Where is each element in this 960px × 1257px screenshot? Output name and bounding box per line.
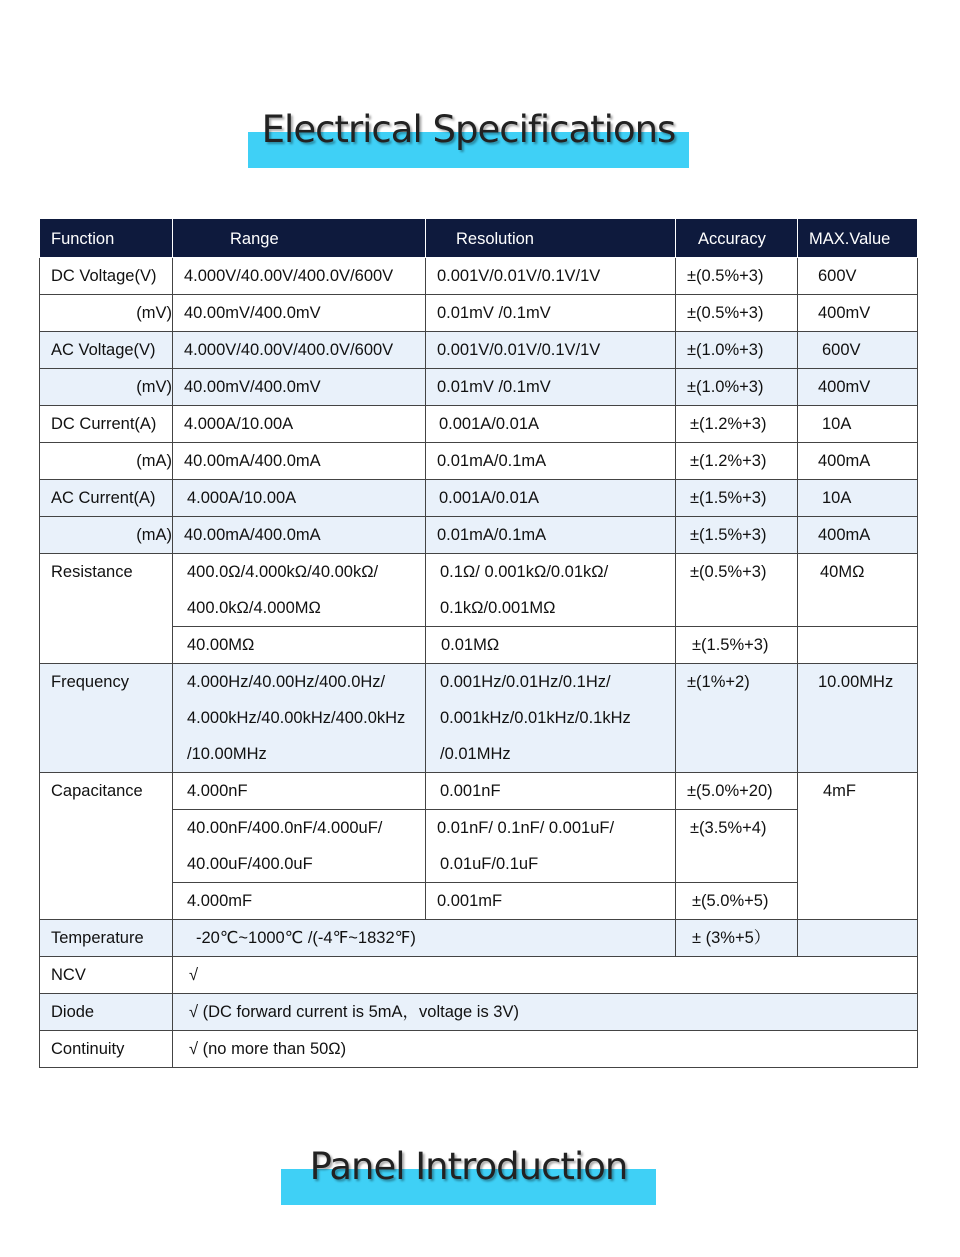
max-value-cell: 400mV: [798, 295, 918, 332]
electrical-specifications-heading: [248, 108, 689, 168]
table-row: [40, 295, 918, 332]
range-cell: 4.000A/10.00A: [173, 480, 426, 517]
range-cell: [173, 664, 426, 773]
range-cell: 4.000V/40.00V/400.0V/600V: [173, 332, 426, 369]
spec-table: [39, 218, 918, 1068]
unit-cell: (mV): [40, 369, 173, 406]
range-line: 40.00uF/400.0uF: [187, 855, 313, 873]
range-line: 4.000kHz/40.00kHz/400.0kHz: [187, 709, 406, 727]
header-function: Function: [40, 219, 173, 258]
accuracy-cell: ±(0.5%+3): [676, 258, 798, 295]
table-row: [40, 664, 918, 773]
table-row: [40, 443, 918, 480]
resolution-cell: 0.001nF: [426, 773, 676, 810]
max-value-cell: 4mF: [798, 773, 918, 920]
panel-introduction-heading: [281, 1145, 656, 1205]
table-row: [40, 369, 918, 406]
resolution-cell: 0.001V/0.01V/0.1V/1V: [426, 332, 676, 369]
max-value-cell: 600V: [798, 258, 918, 295]
header-accuracy: Accuracy: [676, 219, 798, 258]
range-cell: [173, 554, 426, 627]
table-row: [40, 920, 918, 957]
accuracy-cell: ±(1.5%+3): [676, 480, 798, 517]
function-cell: Capacitance: [40, 773, 173, 920]
max-value-cell: 400mA: [798, 443, 918, 480]
accuracy-cell: ± (3%+5）: [676, 920, 798, 957]
max-value-cell: 600V: [798, 332, 918, 369]
table-row: [40, 258, 918, 295]
table-row: [40, 332, 918, 369]
accuracy-cell: ±(5.0%+5): [676, 883, 798, 920]
resolution-line: 0.1Ω/ 0.001kΩ/0.01kΩ/: [440, 563, 609, 581]
resolution-cell: [426, 554, 676, 627]
function-cell: DC Voltage(V): [40, 258, 173, 295]
range-line: 400.0Ω/4.000kΩ/40.00kΩ/: [187, 563, 379, 581]
max-value-cell: [798, 627, 918, 664]
resolution-cell: 0.01mV /0.1mV: [426, 369, 676, 406]
resolution-cell: 0.001A/0.01A: [426, 406, 676, 443]
max-value-cell: 10A: [798, 406, 918, 443]
resolution-line: 0.1kΩ/0.001MΩ: [440, 599, 556, 617]
heading-text: Electrical Specifications: [261, 108, 676, 151]
resolution-line: 0.001Hz/0.01Hz/0.1Hz/: [440, 673, 611, 691]
accuracy-cell: ±(1%+2): [676, 664, 798, 773]
max-value-cell: 10A: [798, 480, 918, 517]
range-cell: -20℃~1000℃ /(-4℉~1832℉): [173, 920, 676, 957]
resolution-cell: 0.01MΩ: [426, 627, 676, 664]
max-value-cell: 400mA: [798, 517, 918, 554]
function-cell: Diode: [40, 994, 173, 1031]
resolution-line: 0.001kHz/0.01kHz/0.1kHz: [440, 709, 631, 727]
accuracy-cell: ±(1.5%+3): [676, 517, 798, 554]
range-line: 40.00nF/400.0nF/4.000uF/: [187, 819, 383, 837]
accuracy-cell: ±(1.5%+3): [676, 627, 798, 664]
table-row: [40, 554, 918, 627]
header-range: Range: [173, 219, 426, 258]
range-cell: 40.00MΩ: [173, 627, 426, 664]
table-row: [40, 517, 918, 554]
max-value-cell: 400mV: [798, 369, 918, 406]
range-line: 4.000Hz/40.00Hz/400.0Hz/: [187, 673, 386, 691]
heading-text: Panel Introduction: [309, 1145, 628, 1188]
resolution-line: 0.01nF/ 0.1nF/ 0.001uF/: [437, 819, 615, 837]
value-cell: √ (no more than 50Ω): [173, 1031, 918, 1068]
max-value-cell: 40MΩ: [798, 554, 918, 627]
unit-cell: (mA): [40, 443, 173, 480]
function-cell: DC Current(A): [40, 406, 173, 443]
range-cell: 4.000mF: [173, 883, 426, 920]
function-cell: Frequency: [40, 664, 173, 773]
value-cell: √ (DC forward current is 5mA，voltage is 3V): [173, 994, 918, 1031]
max-value-cell: [798, 920, 918, 957]
table-row: [40, 957, 918, 994]
range-cell: 40.00mV/400.0mV: [173, 295, 426, 332]
resolution-cell: 0.01mV /0.1mV: [426, 295, 676, 332]
range-cell: 4.000nF: [173, 773, 426, 810]
table-header-row: [40, 219, 918, 258]
table-row: [40, 480, 918, 517]
resolution-cell: 0.001V/0.01V/0.1V/1V: [426, 258, 676, 295]
resolution-cell: 0.01mA/0.1mA: [426, 443, 676, 480]
table-row: [40, 406, 918, 443]
range-cell: 40.00mA/400.0mA: [173, 517, 426, 554]
header-resolution: Resolution: [426, 219, 676, 258]
function-cell: Temperature: [40, 920, 173, 957]
range-cell: 4.000V/40.00V/400.0V/600V: [173, 258, 426, 295]
function-cell: NCV: [40, 957, 173, 994]
accuracy-cell: ±(3.5%+4): [676, 810, 798, 883]
range-cell: 40.00mA/400.0mA: [173, 443, 426, 480]
header-max-value: MAX.Value: [798, 219, 918, 258]
accuracy-cell: ±(1.2%+3): [676, 406, 798, 443]
unit-cell: (mA): [40, 517, 173, 554]
unit-cell: (mV): [40, 295, 173, 332]
function-cell: AC Current(A): [40, 480, 173, 517]
table-row: [40, 773, 918, 810]
max-value-cell: 10.00MHz: [798, 664, 918, 773]
function-cell: Continuity: [40, 1031, 173, 1068]
function-cell: Resistance: [40, 554, 173, 664]
function-cell: AC Voltage(V): [40, 332, 173, 369]
resolution-cell: 0.001A/0.01A: [426, 480, 676, 517]
resolution-cell: [426, 810, 676, 883]
accuracy-cell: ±(0.5%+3): [676, 554, 798, 627]
accuracy-cell: ±(5.0%+20): [676, 773, 798, 810]
resolution-line: /0.01MHz: [440, 745, 511, 763]
range-cell: 4.000A/10.00A: [173, 406, 426, 443]
resolution-line: 0.01uF/0.1uF: [440, 855, 539, 873]
accuracy-cell: ±(1.0%+3): [676, 369, 798, 406]
value-cell: √: [173, 957, 918, 994]
range-cell: [173, 810, 426, 883]
table-row: [40, 994, 918, 1031]
range-line: /10.00MHz: [187, 745, 267, 763]
range-line: 400.0kΩ/4.000MΩ: [187, 599, 321, 617]
accuracy-cell: ±(1.0%+3): [676, 332, 798, 369]
resolution-cell: [426, 664, 676, 773]
table-row: [40, 1031, 918, 1068]
range-cell: 40.00mV/400.0mV: [173, 369, 426, 406]
accuracy-cell: ±(1.2%+3): [676, 443, 798, 480]
accuracy-cell: ±(0.5%+3): [676, 295, 798, 332]
resolution-cell: 0.01mA/0.1mA: [426, 517, 676, 554]
resolution-cell: 0.001mF: [426, 883, 676, 920]
